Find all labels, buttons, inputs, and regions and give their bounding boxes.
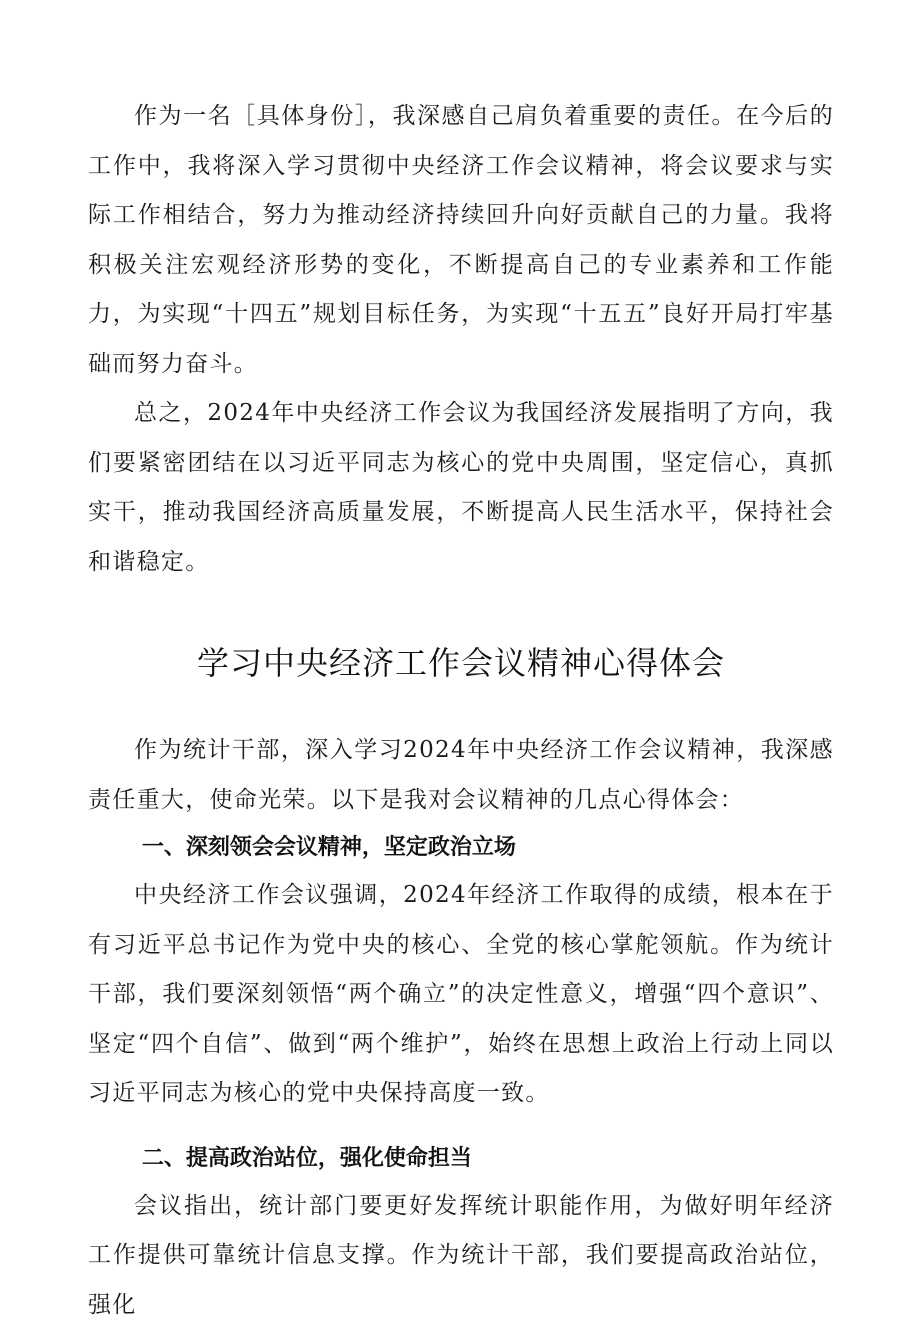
section-heading: 一、深刻领会会议精神，坚定政治立场 <box>88 825 834 871</box>
section-heading: 二、提高政治站位，强化使命担当 <box>88 1136 834 1182</box>
document-title: 学习中央经济工作会议精神心得体会 <box>88 641 834 685</box>
opening-paragraph: 作为统计干部，深入学习2024年中央经济工作会议精神，我深感责任重大，使命光荣。以下是我对会议精神的几点心得体会： <box>88 726 834 825</box>
document-content <box>88 92 834 1330</box>
section-body: 会议指出，统计部门要更好发挥统计职能作用，为做好明年经济工作提供可靠统计信息支撑。作为统计干部，我们要提高政治站位，强化 <box>88 1182 834 1330</box>
body-paragraph: 总之，2024年中央经济工作会议为我国经济发展指明了方向，我们要紧密团结在以习近平同志为核心的党中央周围，坚定信心，真抓实干，推动我国经济高质量发展，不断提高人民生活水平，保持社会和谐稳定。 <box>88 389 834 587</box>
section-body: 中央经济工作会议强调，2024年经济工作取得的成绩，根本在于有习近平总书记作为党中央的核心、全党的核心掌舵领航。作为统计干部，我们要深刻领悟“两个确立”的决定性意义，增强“四个意识”、坚定“四个自信”、做到“两个维护”，始终在思想上政治上行动上同以习近平同志为核心的党中央保持高度一致。 <box>88 871 834 1119</box>
body-paragraph: 作为一名［具体身份］，我深感自己肩负着重要的责任。在今后的工作中，我将深入学习贯彻中央经济工作会议精神，将会议要求与实际工作相结合，努力为推动经济持续回升向好贡献自己的力量。我将积极关注宏观经济形势的变化，不断提高自己的专业素养和工作能力，为实现“十四五”规划目标任务，为实现“十五五”良好开局打牢基础而努力奋斗。 <box>88 92 834 389</box>
